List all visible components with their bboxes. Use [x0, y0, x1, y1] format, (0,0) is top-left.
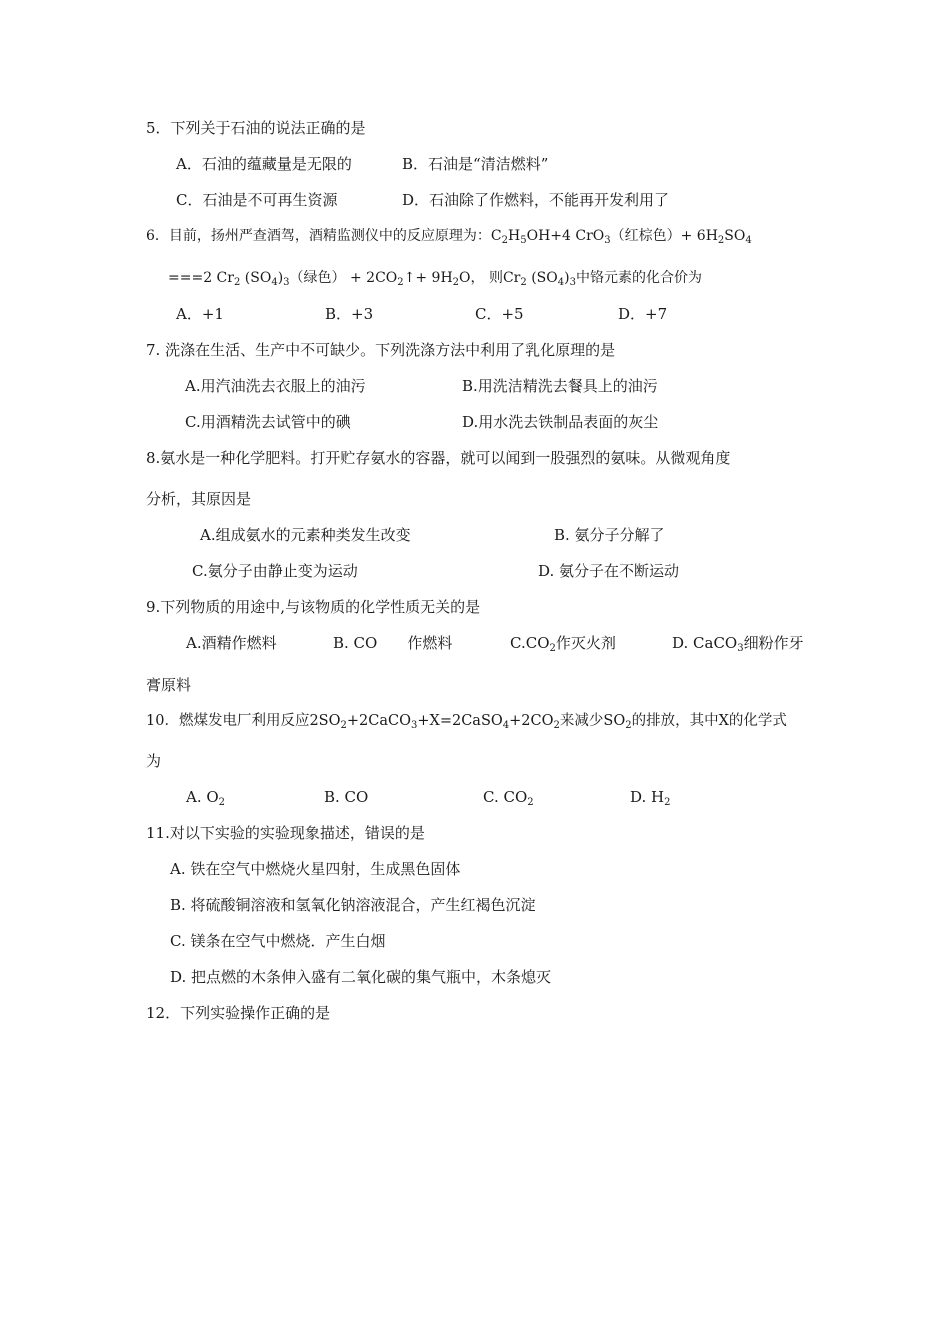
question-9-option-a: A.酒精作燃料	[186, 634, 277, 652]
question-9-stem: 9.下列物质的用途中,与该物质的化学性质无关的是	[146, 598, 481, 616]
question-7-option-b: B.用洗洁精洗去餐具上的油污	[462, 377, 658, 395]
question-11-stem: 11.对以下实验的实验现象描述，错误的是	[146, 824, 425, 842]
question-8-option-d: D. 氨分子在不断运动	[538, 562, 680, 580]
question-10-option-d: D. $H_2$	[630, 788, 671, 808]
question-8-stem-line2: 分析，其原因是	[146, 490, 252, 508]
question-5-option-b: B．石油是“清洁燃料”	[402, 155, 549, 173]
question-9-option-d-continuation: 膏原料	[146, 676, 192, 694]
question-9-option-b: B. CO 作燃料	[333, 634, 453, 652]
question-11-option-d: D. 把点燃的木条伸入盛有二氧化碳的集气瓶中，木条熄灭	[170, 968, 552, 986]
question-10-option-a: A. $O_2$	[186, 788, 226, 808]
question-7-option-d: D.用水洗去铁制品表面的灰尘	[462, 413, 659, 431]
question-11-option-c: C. 镁条在空气中燃烧．产生白烟	[170, 932, 386, 950]
question-10-stem-line2: 为	[146, 752, 162, 770]
question-6-option-d: D．+7	[618, 305, 668, 323]
question-7-stem: 7. 洗涤在生活、生产中不可缺少。下列洗涤方法中利用了乳化原理的是	[146, 341, 616, 359]
question-5-option-d: D．石油除了作燃料，不能再开发利用了	[402, 191, 670, 209]
question-5-option-a: A．石油的蕴藏量是无限的	[176, 155, 352, 173]
question-11-option-b: B. 将硫酸铜溶液和氢氧化钠溶液混合，产生红褐色沉淀	[170, 896, 536, 914]
question-6-option-a: A．+1	[176, 305, 224, 323]
question-5-stem: 5．下列关于石油的说法正确的是	[146, 119, 366, 137]
question-9-option-c: $C.CO_2$作灭火剂	[510, 634, 616, 654]
question-9-option-d: D. CaCO$_3$细粉作牙	[672, 634, 804, 654]
question-8-option-a: A.组成氨水的元素种类发生改变	[200, 526, 411, 544]
question-8-option-b: B. 氨分子分解了	[554, 526, 665, 544]
question-8-stem-line1: 8.氨水是一种化学肥料。打开贮存氨水的容器，就可以闻到一股强烈的氨味。从微观角度	[146, 449, 731, 467]
question-10-option-c: C. $CO_2$	[483, 788, 534, 808]
question-10-option-b: B. CO	[324, 788, 369, 806]
question-7-option-c: C.用酒精洗去试管中的碘	[185, 413, 351, 431]
question-6-option-b: B．+3	[325, 305, 374, 323]
question-8-option-c: C.氨分子由静止变为运动	[192, 562, 358, 580]
question-6-stem-line2: ===2 $Cr_2$ $(SO_4)_3$（绿色） + $2CO_2↑+ 9H_2O$， 则$Cr_2$ $(SO_4)_3$中铬元素的化合价为	[168, 270, 702, 288]
question-6-option-c: C．+5	[475, 305, 524, 323]
question-7-option-a: A.用汽油洗去衣服上的油污	[185, 377, 366, 395]
question-6-stem-line1: 6．目前，扬州严查酒驾，酒精监测仪中的反应原理为：$C_2H_5OH+4$ CrO$_3$（红棕色）+ $6H_2SO_4$	[146, 228, 752, 246]
question-12-stem: 12．下列实验操作正确的是	[146, 1004, 331, 1022]
question-5-option-c: C．石油是不可再生资源	[176, 191, 338, 209]
question-10-stem-line1: 10．燃煤发电厂利用反应$2SO_2+2CaCO_3+X=2CaSO_4+2CO_2$来减少$SO_2$的排放，其中X的化学式	[146, 713, 787, 731]
question-11-option-a: A. 铁在空气中燃烧火星四射，生成黑色固体	[170, 860, 461, 878]
